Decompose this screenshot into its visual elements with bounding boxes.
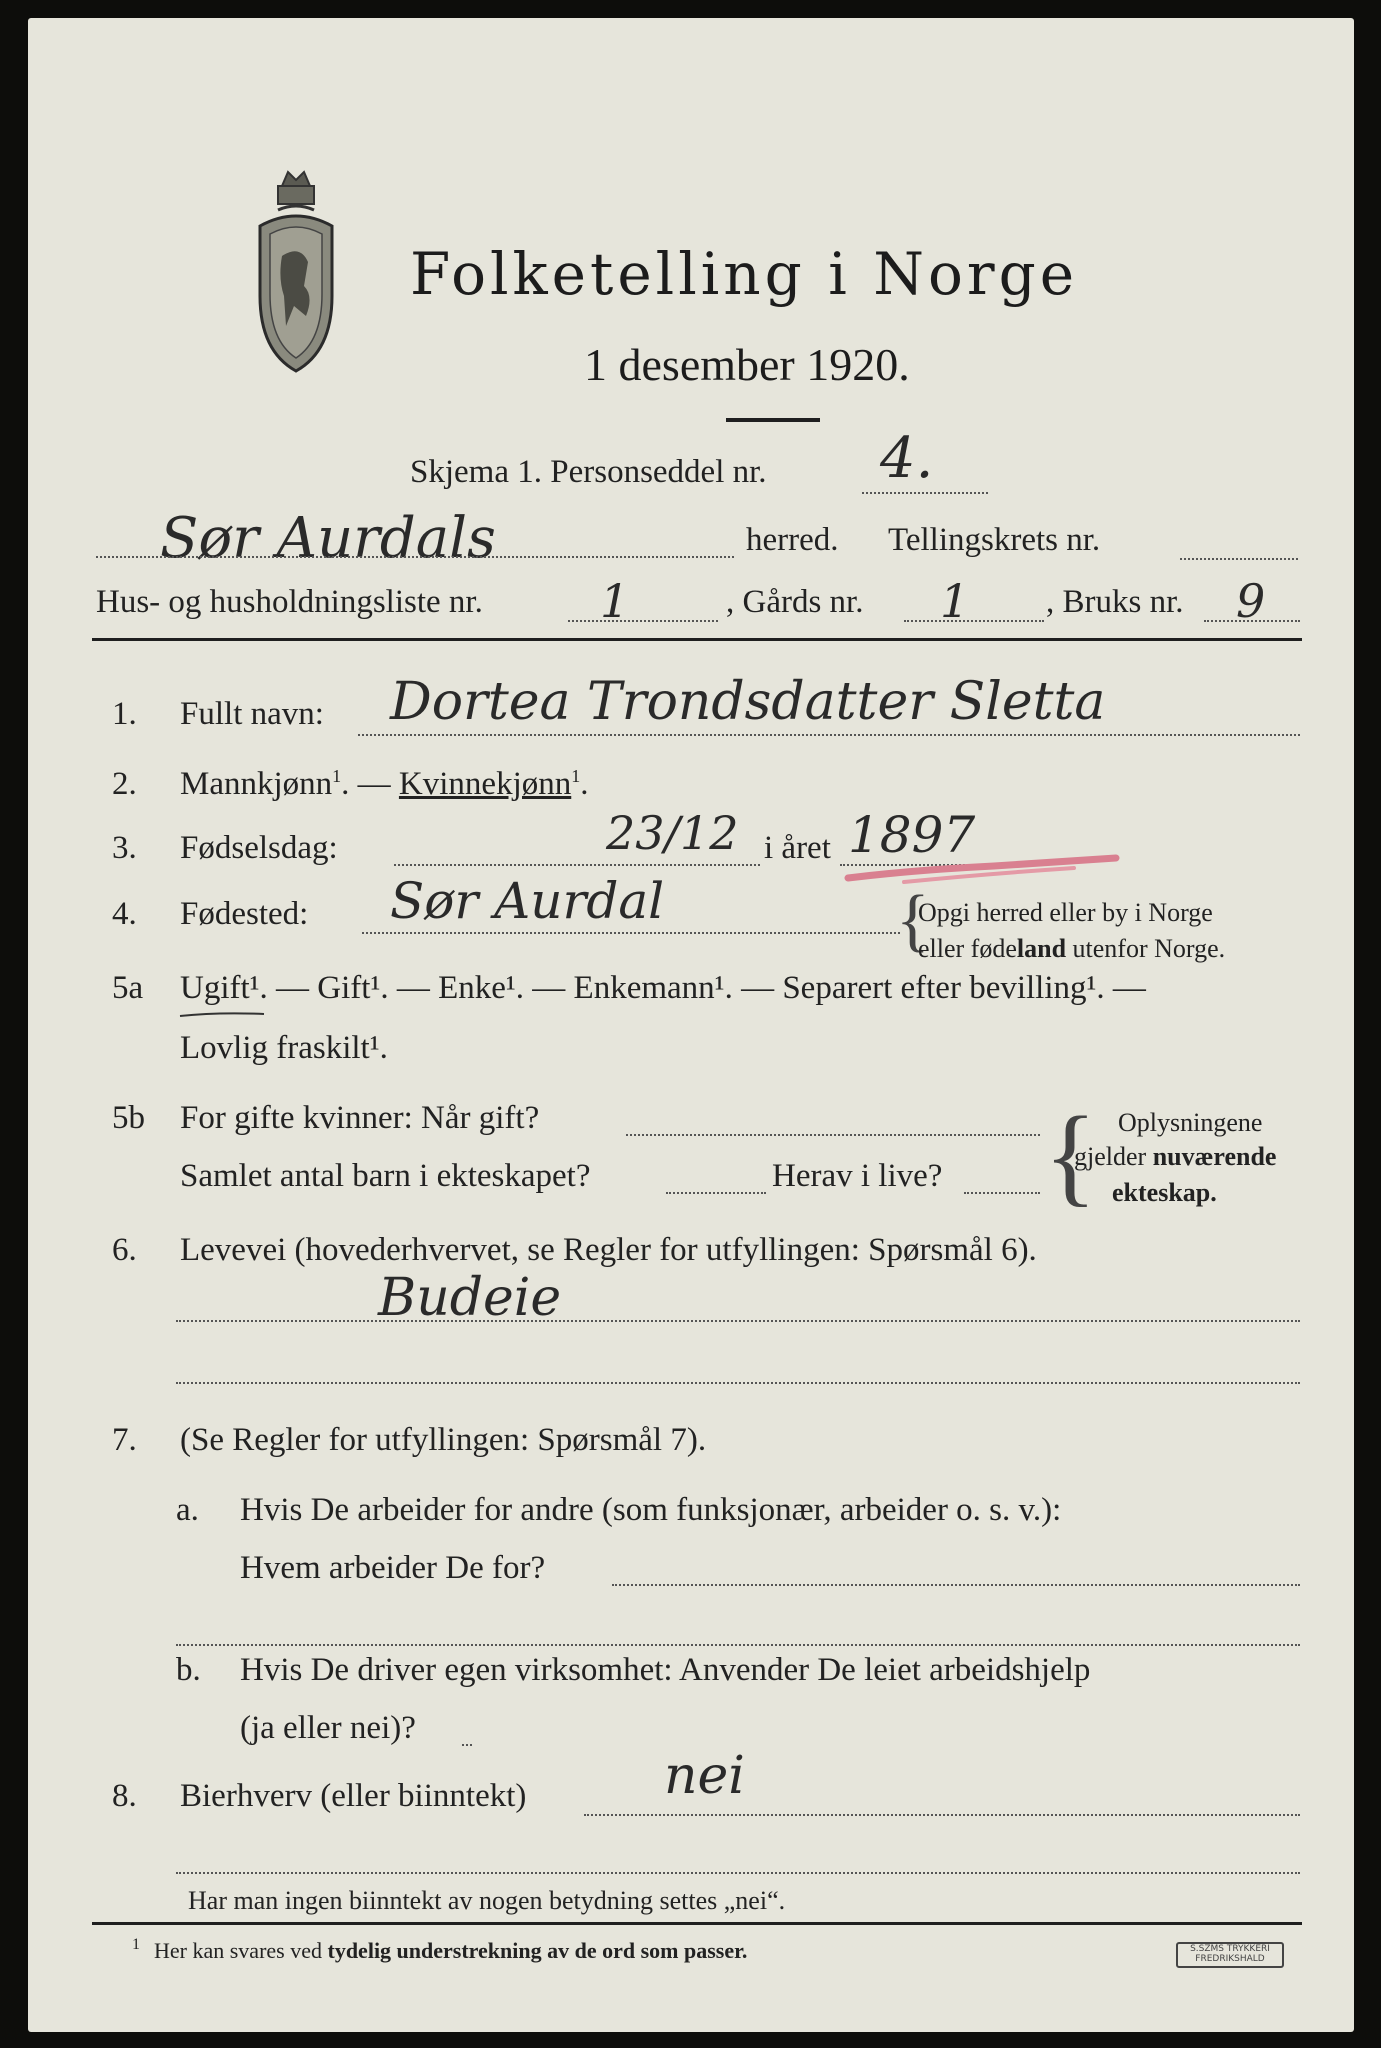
q5a-line-2: Lovlig fraskilt¹.	[180, 1030, 388, 1066]
census-date: 1 desember 1920.	[584, 339, 910, 390]
q8-number: 8.	[112, 1778, 137, 1814]
q7-number: 7.	[112, 1422, 137, 1458]
footer-rule	[92, 1922, 1302, 1925]
footnote-number: 1	[132, 1936, 140, 1953]
q4-note-line-1: Opgi herred eller by i Norge	[918, 898, 1213, 927]
herred-value: Sør Aurdals	[160, 506, 496, 571]
q5b-line-1: For gifte kvinner: Når gift?	[180, 1100, 540, 1136]
q7b-letter: b.	[176, 1652, 201, 1688]
title-divider	[726, 418, 820, 422]
q7a-line-2: Hvem arbeider De for?	[240, 1550, 546, 1586]
norway-coat-of-arms-icon	[248, 166, 344, 380]
q5b-note-line-3: ekteskap.	[1112, 1178, 1217, 1207]
gards-label: , Gårds nr.	[726, 584, 864, 620]
q3-number: 3.	[112, 830, 137, 866]
tellingskrets-label: Tellingskrets nr.	[888, 522, 1101, 558]
q3-birthday-value: 23/12	[606, 806, 739, 860]
q4-number: 4.	[112, 896, 137, 932]
q2-option-kvinne: Kvinnekjønn	[398, 766, 572, 802]
hus-value: 1	[600, 574, 630, 628]
bruks-value: 9	[1236, 574, 1266, 628]
q7b-line-2: (ja eller nei)?	[240, 1710, 416, 1746]
red-pencil-mark-icon	[844, 850, 1124, 890]
personseddel-number: 4.	[880, 426, 934, 491]
biinntekt-note: Har man ingen biinntekt av nogen betydning settes „nei“.	[188, 1886, 786, 1915]
q6-occupation-value: Budeie	[378, 1268, 562, 1328]
bruks-label: , Bruks nr.	[1046, 584, 1184, 620]
hus-label: Hus- og husholdningsliste nr.	[96, 584, 483, 620]
q5b-line-2a: Samlet antal barn i ekteskapet?	[180, 1158, 591, 1194]
footnote-text: Her kan svares ved tydelig understrekning av de ord som passer.	[154, 1938, 748, 1963]
q4-note-line-2: eller fødeland utenfor Norge.	[918, 934, 1226, 963]
ugift-underline-mark	[178, 1008, 268, 1022]
q5b-note-line-2: gjelder nuværende	[1074, 1142, 1277, 1171]
form-title: Folketelling i Norge	[410, 240, 1079, 308]
q2-options	[180, 766, 589, 803]
q5b-note-line-1: Oplysningene	[1118, 1108, 1263, 1137]
skjema-label: Skjema 1. Personseddel nr.	[410, 454, 767, 490]
q2-separator: . —	[341, 766, 399, 802]
q1-full-name-value: Dortea Trondsdatter Sletta	[390, 672, 1106, 732]
q8-value: nei	[664, 1746, 745, 1806]
q2-end: .	[580, 766, 589, 802]
q7b-line-1: Hvis De driver egen virksomhet: Anvender De leiet arbeidshjelp	[240, 1652, 1091, 1688]
q5a-line-1: Ugift¹. — Gift¹. — Enke¹. — Enkemann¹. — Separert efter bevilling¹. —	[180, 970, 1146, 1006]
q1-number: 1.	[112, 696, 137, 732]
q5b-line-2b: Herav i live?	[772, 1158, 943, 1194]
q2-option-mann: Mannkjønn	[180, 766, 333, 802]
herred-label: herred.	[746, 522, 839, 558]
q4-label: Fødested:	[180, 896, 309, 932]
header-rule	[92, 638, 1302, 641]
q2-sup-2: 1	[571, 766, 581, 786]
q7a-letter: a.	[176, 1492, 199, 1528]
q1-label: Fullt navn:	[180, 696, 324, 732]
q8-label: Bierhverv (eller biinntekt)	[180, 1778, 527, 1814]
census-form-page: Folketelling i Norge 1 desember 1920. Skjema 1. Personseddel nr. 4. Sør Aurdals herred. Tellingskrets nr. Hus- og husholdningsliste nr. 1 , Gårds nr. 1 , Bruks nr. 9 1. Fullt navn: Dortea Trondsdatter Sletta 2. Mannkjønn$^1$. — Kvinnekjønn$^1$. 3. Fødselsdag: 23/12 i året 1897 4. Fødested: Sør Aurdal { Opgi herred eller by i Norge eller fødeland utenfor Norge. 5a Ugift¹. — Gift¹. — Enke¹. — Enkemann¹. — Separert efter bevilling¹. — Lovlig fraskilt¹. 5b For gifte kvinner: Når gift? Samlet antal barn i ekteskapet? Herav i live? { Oplysningene gjelder nuværende ekteskap. 6. Levevei (hovederhvervet, se Regler for utfyllingen: Spørsmål 6). Budeie 7. (Se Regler for utfyllingen: Spørsmål 7). a. Hvis De arbeider for andre (som funksjonær, arbeider o. s. v.): Hvem arbeider De for? b. Hvis De driver egen virksomhet: Anvender De leiet arbeidshjelp (ja eller nei)? 8. Bierhverv (eller biinntekt) nei Har man ingen biinntekt av nogen betydning settes „nei“. 1 Her kan svares ved tydelig understrekning av de ord som passer. S.SZMS TRYKKERI FREDRIKSHALD	[28, 18, 1354, 2032]
q5b-number: 5b	[112, 1100, 145, 1136]
q3-year-value: 1897	[848, 806, 976, 864]
q6-number: 6.	[112, 1232, 137, 1268]
q4-birthplace-value: Sør Aurdal	[390, 872, 665, 930]
q5a-number: 5a	[112, 970, 144, 1006]
q2-number: 2.	[112, 766, 137, 802]
q2-sup-1: 1	[332, 766, 342, 786]
q3-year-label: i året	[764, 830, 831, 866]
q7a-line-1: Hvis De arbeider for andre (som funksjonær, arbeider o. s. v.):	[240, 1492, 1062, 1528]
printer-stamp: S.SZMS TRYKKERI FREDRIKSHALD	[1176, 1942, 1284, 1968]
gards-value: 1	[940, 574, 970, 628]
q7-label: (Se Regler for utfyllingen: Spørsmål 7).	[180, 1422, 707, 1458]
q3-label: Fødselsdag:	[180, 830, 338, 866]
q6-label: Levevei (hovederhvervet, se Regler for utfyllingen: Spørsmål 6).	[180, 1232, 1037, 1268]
